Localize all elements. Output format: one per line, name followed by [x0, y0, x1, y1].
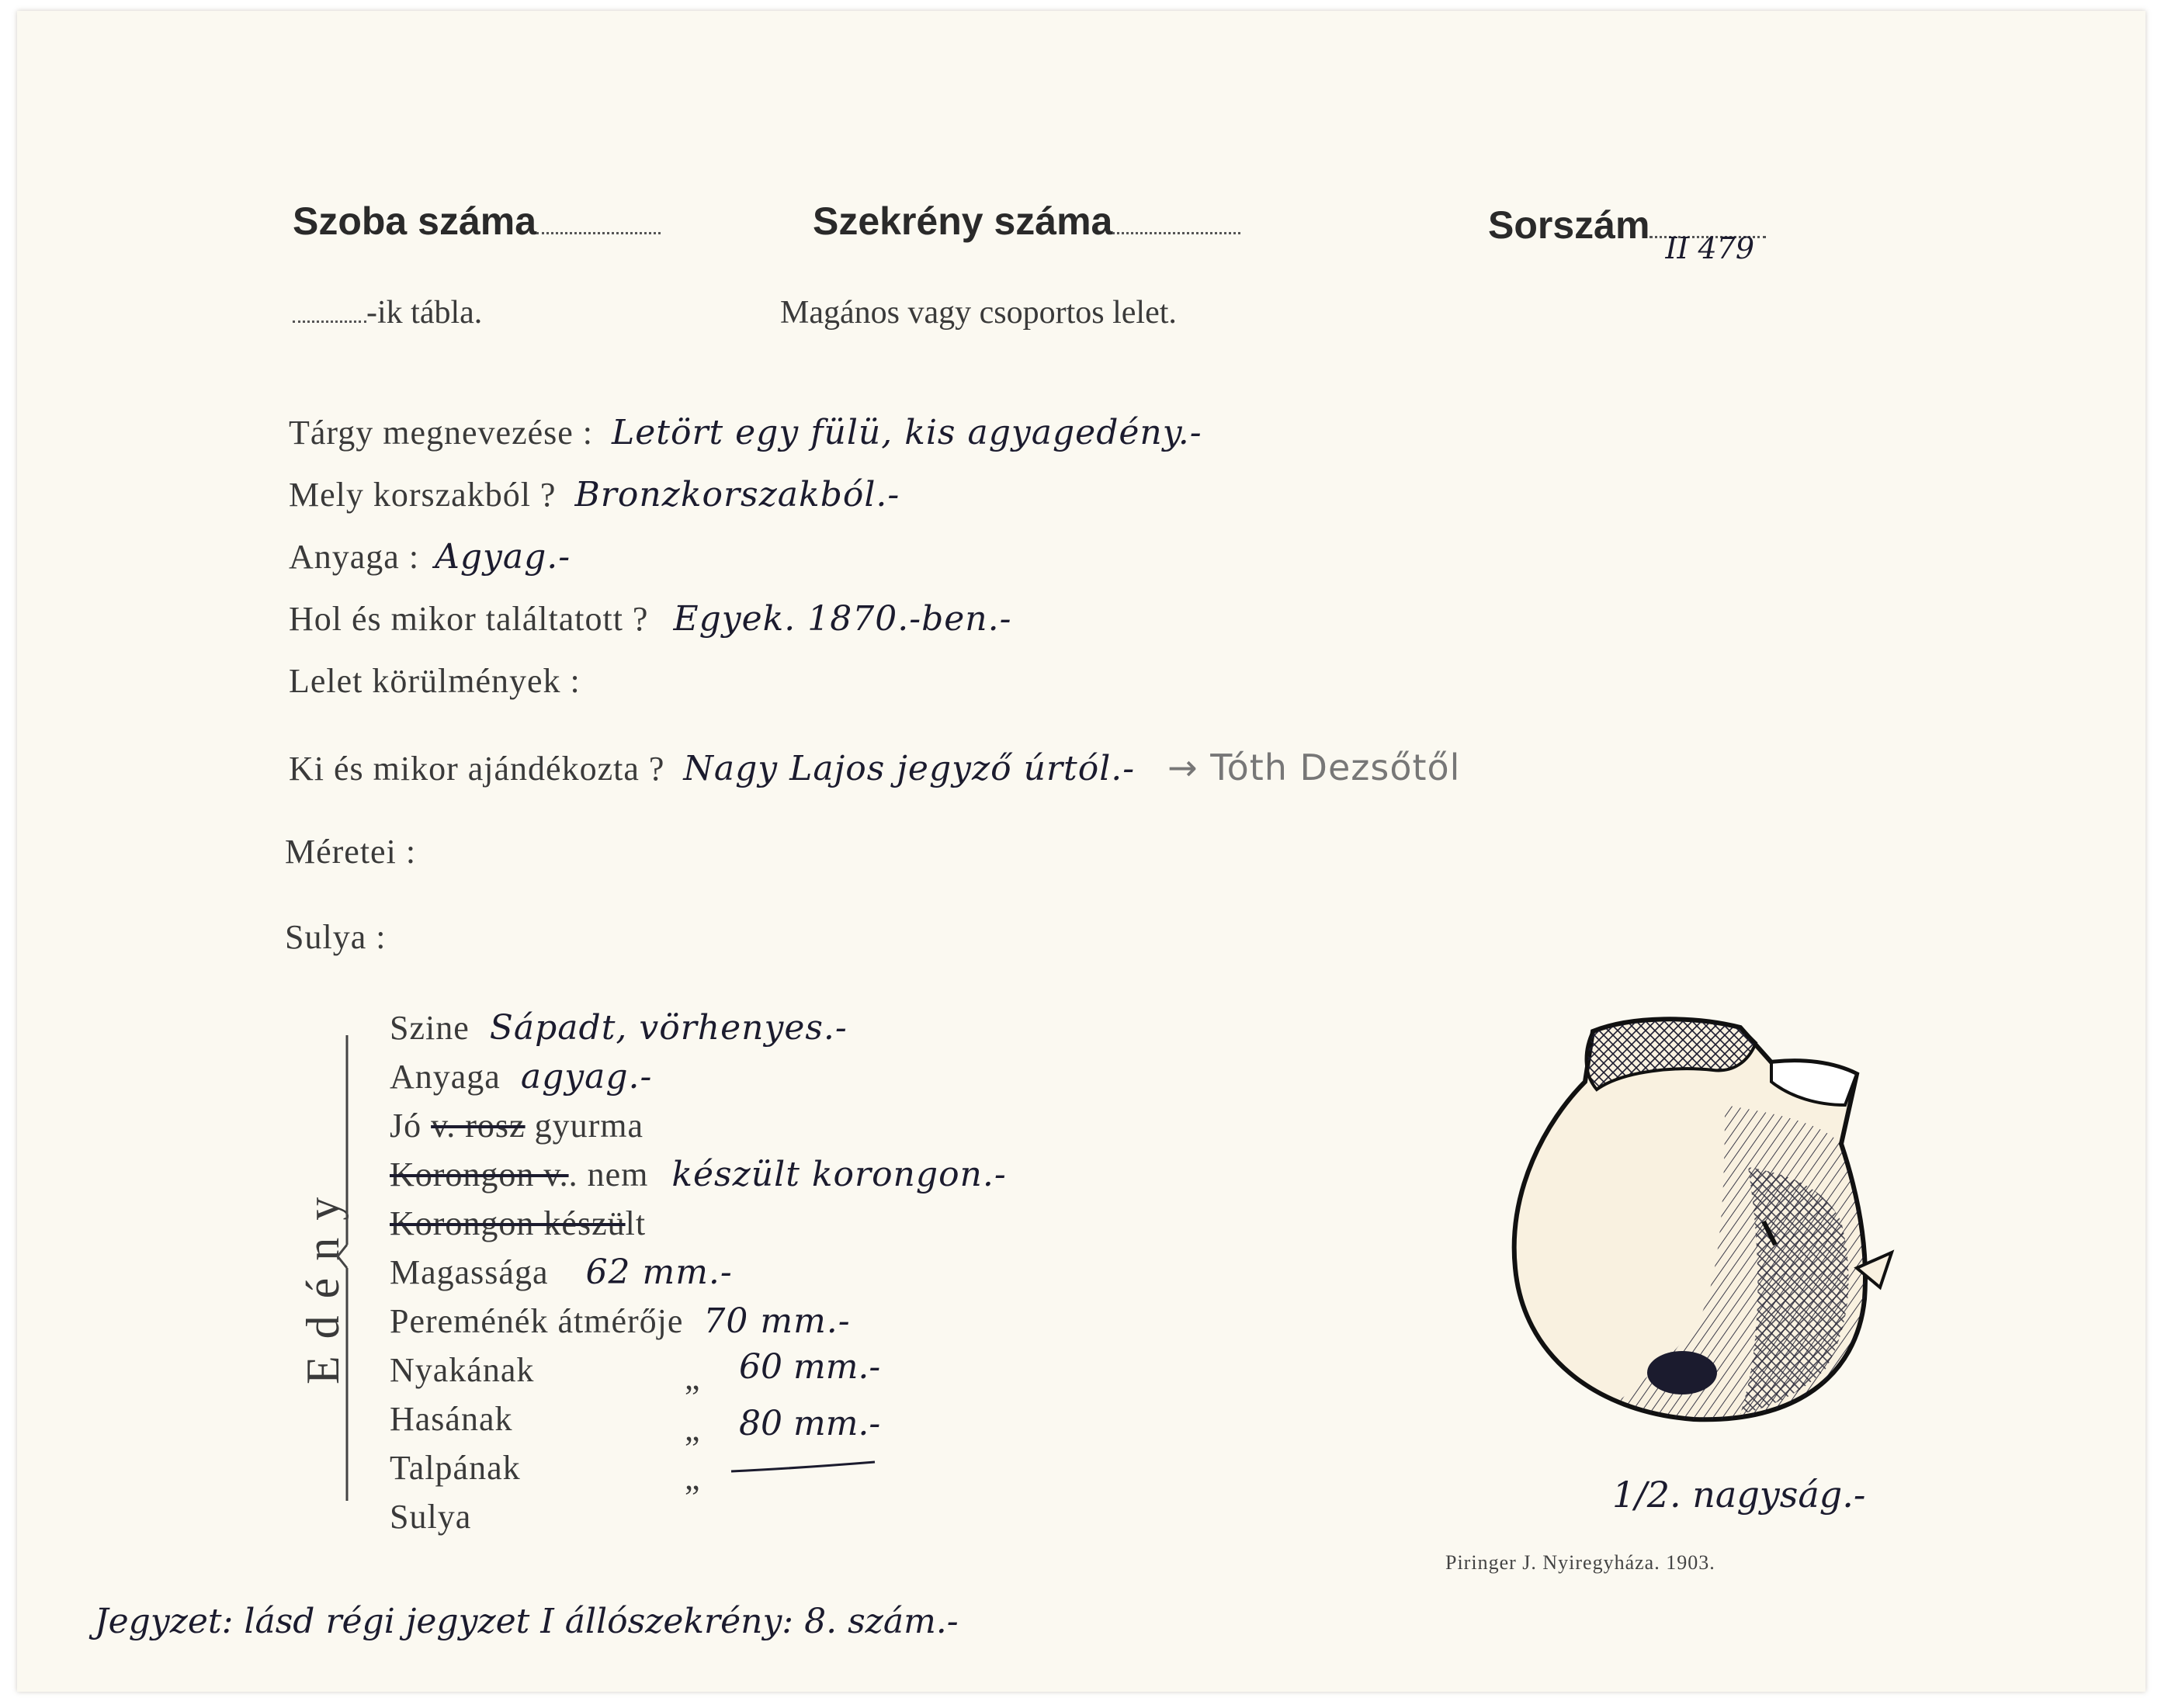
- table-label: -ik tábla.: [366, 295, 483, 331]
- vessel-label: Sulya: [390, 1498, 472, 1536]
- field-dimensions: [285, 832, 416, 871]
- vessel-label: Szine: [390, 1009, 470, 1047]
- field-label: Méretei :: [285, 833, 417, 871]
- field-label: Ki és mikor ajándékozta ?: [289, 750, 665, 788]
- vessel-label-rest: . nem: [568, 1155, 649, 1194]
- vessel-row-paste: [390, 1106, 643, 1145]
- field-found: [289, 599, 1012, 639]
- vessel-row-rim: [390, 1301, 851, 1341]
- field-circumstances: [289, 661, 581, 701]
- vessel-row-color: [390, 1008, 848, 1048]
- field-value: Letört egy fülü, kis agyagedény.-: [612, 413, 1202, 452]
- vessel-row-neck: [390, 1350, 534, 1390]
- vessel-label: Nyakának: [390, 1351, 535, 1389]
- vessel-row-base: [390, 1448, 521, 1488]
- vessel-row-weight: [390, 1497, 471, 1537]
- printer-imprint: Piringer J. Nyiregyháza. 1903.: [1445, 1551, 1715, 1574]
- drawing-caption: 1/2. nagyság.-: [1612, 1474, 1866, 1516]
- room-label: Szoba száma: [293, 199, 537, 243]
- field-value: Bronzkorszakból.-: [574, 475, 900, 514]
- field-donor: [289, 747, 1460, 788]
- room-number-field: [293, 199, 661, 244]
- vessel-row-belly: [390, 1399, 513, 1439]
- vessel-ditto: „: [685, 1459, 701, 1497]
- field-period: [289, 475, 900, 514]
- vessel-value: 60 mm.-: [739, 1347, 881, 1387]
- vessel-row-wheel-made: [390, 1204, 646, 1243]
- vessel-label: Hasának: [390, 1400, 513, 1438]
- vessel-label: Anyaga: [390, 1058, 501, 1096]
- vessel-label-struck: Korongon készü: [390, 1204, 626, 1242]
- field-label: Mely korszakból ?: [289, 476, 557, 514]
- vessel-value: Sápadt, vörhenyes.-: [489, 1008, 848, 1048]
- vessel-value: 62 mm.-: [585, 1252, 733, 1292]
- field-label: Tárgy megnevezése :: [289, 414, 594, 452]
- field-label: Sulya :: [285, 918, 387, 956]
- vessel-label-struck: Korongon v.: [390, 1155, 569, 1194]
- vessel-label: Pereménék átmérője: [390, 1302, 684, 1340]
- vessel-ditto: „: [685, 1410, 701, 1448]
- vessel-label: Magassága: [390, 1253, 549, 1291]
- vessel-value: agyag.-: [520, 1057, 653, 1097]
- vessel-ditto: „: [685, 1359, 701, 1397]
- vessel-value: 80 mm.-: [739, 1404, 881, 1443]
- serial-number-field: [1488, 203, 1766, 265]
- vessel-side-label: Edény: [297, 1180, 349, 1384]
- field-label: Anyaga :: [289, 538, 420, 576]
- find-type-label: Magános vagy csoportos lelet.: [780, 295, 1177, 331]
- footnote: Jegyzet: lásd régi jegyzet I állószekrény: 8. szám.-: [95, 1602, 959, 1641]
- vessel-value: 70 mm.-: [703, 1301, 851, 1341]
- vessel-label-struck: v. rosz: [431, 1107, 526, 1145]
- cabinet-number-field: [813, 199, 1240, 244]
- vessel-drawing: [1492, 989, 1950, 1454]
- vessel-label-rest: gyurma: [534, 1107, 643, 1145]
- vessel-label-rest: lt: [625, 1204, 647, 1242]
- vessel-label: Jó: [390, 1107, 422, 1145]
- field-weight: [285, 917, 386, 957]
- vessel-row-height: [390, 1252, 733, 1292]
- table-field: [293, 294, 482, 331]
- vessel-label: Talpának: [390, 1449, 521, 1487]
- vessel-row-wheel: [390, 1155, 1007, 1194]
- vessel-brace: [331, 1020, 362, 1516]
- field-value: Egyek. 1870.-ben.-: [673, 599, 1012, 639]
- field-value: Nagy Lajos jegyző úrtól.-: [683, 749, 1136, 788]
- field-material: [289, 537, 571, 577]
- vessel-value: készült korongon.-: [671, 1155, 1007, 1194]
- field-label: Lelet körülmények :: [289, 662, 581, 700]
- cabinet-label: Szekrény száma: [813, 199, 1113, 243]
- serial-label: Sorszám: [1488, 203, 1650, 247]
- field-value: Agyag.-: [435, 537, 571, 577]
- field-label: Hol és mikor találtatott ?: [289, 600, 649, 638]
- base-dash-line: [727, 1454, 883, 1478]
- form-sheet: [17, 11, 2146, 1692]
- field-object-name: [289, 413, 1202, 452]
- vessel-row-material: [390, 1057, 652, 1097]
- field-note: → Tóth Dezsőtől: [1167, 747, 1461, 788]
- serial-value: II 479: [1665, 231, 1755, 265]
